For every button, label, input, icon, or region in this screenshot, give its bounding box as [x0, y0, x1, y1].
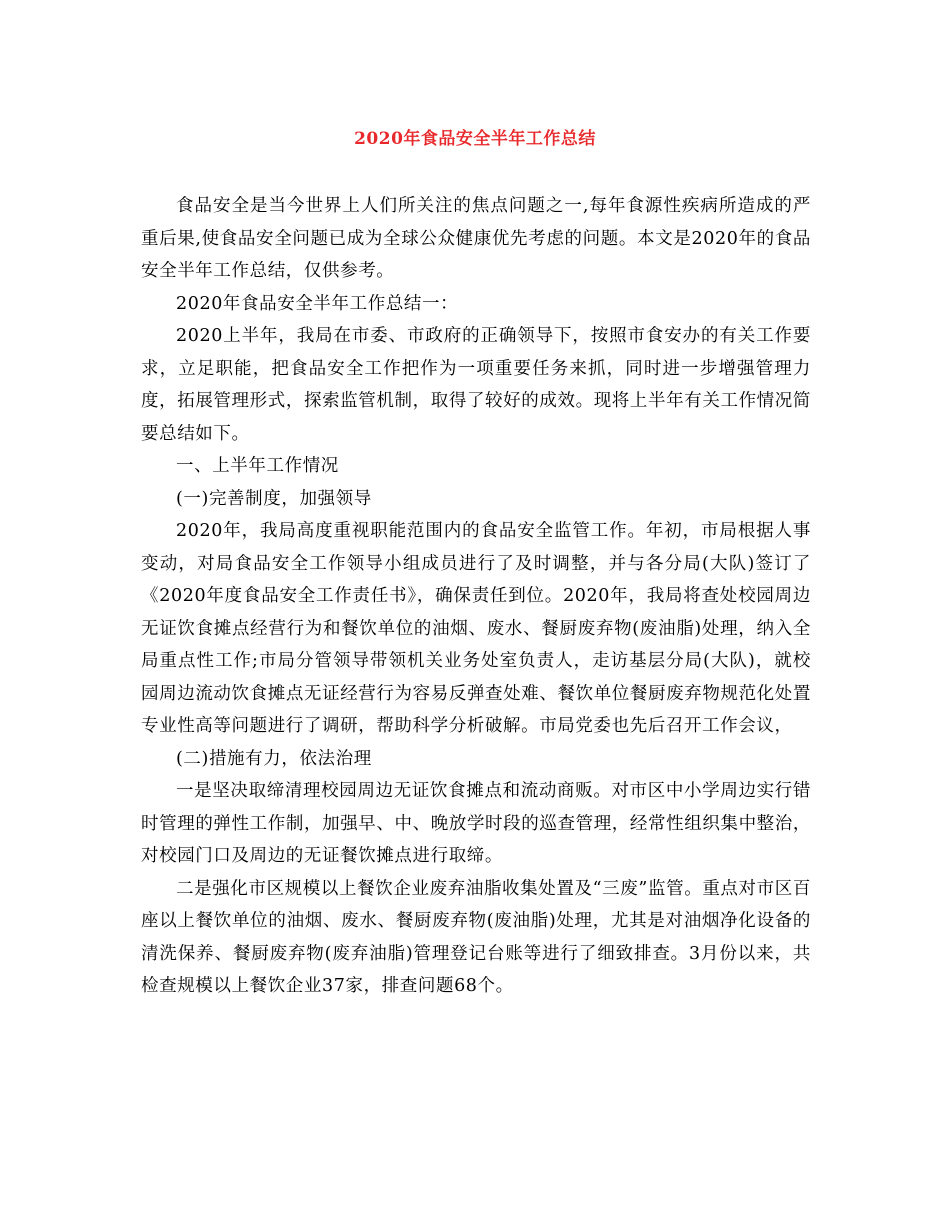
document-body [141, 190, 811, 1003]
paragraph-leadership: 2020年，我局高度重视职能范围内的食品安全监管工作。年初，市局根据人事变动，对局食品安全工作领导小组成员进行了及时调整，并与各分局(大队)签订了《2020年度食品安全工作责任书》，确保责任到位。2020年，我局将查处校园周边无证饮食摊点经营行为和餐饮单位的油烟、废水、餐厨废弃物(废油脂)处理，纳入全局重点性工作;市局分管领导带领机关业务处室负责人，走访基层分局(大队)，就校园周边流动饮食摊点无证经营行为容易反弹查处难、餐饮单位餐厨废弃物规范化处置专业性高等问题进行了调研，帮助科学分析破解。市局党委也先后召开工作会议， [141, 521, 811, 736]
subsection-heading-measures: (二)措施有力，依法治理 [176, 748, 372, 769]
section-heading-first-half: 一、上半年工作情况 [176, 456, 339, 476]
subsection-heading-system: (一)完善制度，加强领导 [176, 488, 372, 509]
paragraph-measure-two: 二是强化市区规模以上餐饮企业废弃油脂收集处置及“三废”监管。重点对市区百座以上餐饮单位的油烟、废水、餐厨废弃物(废油脂)处理，尤其是对油烟净化设备的清洗保养、餐厨废弃物(废弃油脂)管理登记台账等进行了细致排查。3月份以来，共检查规模以上餐饮企业37家，排查问题68个。 [141, 878, 811, 996]
paragraph-intro: 食品安全是当今世界上人们所关注的焦点问题之一,每年食源性疾病所造成的严重后果,使食品安全问题已成为全球公众健康优先考虑的问题。本文是2020年的食品安全半年工作总结，仅供参考。 [141, 196, 811, 281]
paragraph-overview: 2020上半年，我局在市委、市政府的正确领导下，按照市食安办的有关工作要求，立足职能，把食品安全工作把作为一项重要任务来抓，同时进一步增强管理力度，拓展管理形式，探索监管机制，取得了较好的成效。现将上半年有关工作情况简要总结如下。 [141, 326, 811, 444]
paragraph-measure-one: 一是坚决取缔清理校园周边无证饮食摊点和流动商贩。对市区中小学周边实行错时管理的弹性工作制，加强早、中、晚放学时段的巡查管理，经常性组织集中整治，对校园门口及周边的无证餐饮摊点进行取缔。 [141, 781, 811, 866]
document-title: 2020年食品安全半年工作总结 [354, 129, 596, 149]
paragraph-summary-heading: 2020年食品安全半年工作总结一： [176, 293, 459, 314]
